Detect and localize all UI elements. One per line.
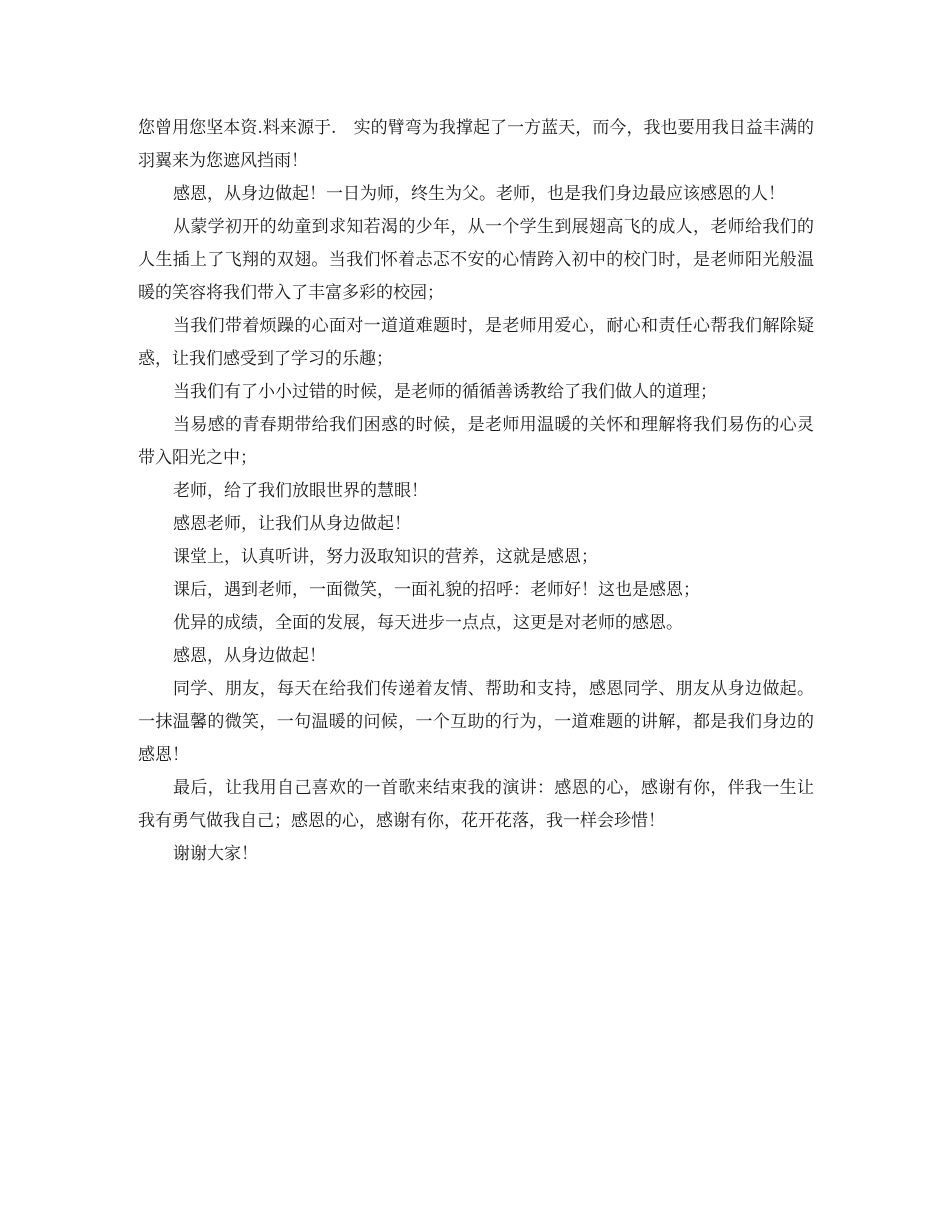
paragraph-4: 当我们带着烦躁的心面对一道道难题时，是老师用爱心，耐心和责任心帮我们解除疑惑，让我们感受到了学习的乐趣；: [138, 316, 814, 369]
paragraph-14: 最后，让我用自己喜欢的一首歌来结束我的演讲：感恩的心，感谢有你，伴我一生让我有勇气做我自己；感恩的心，感谢有你，花开花落，我一样会珍惜！: [138, 778, 814, 831]
paragraph-11: 优异的成绩，全面的发展，每天进步一点点，这更是对老师的感恩。: [173, 613, 683, 633]
paragraph-15: 谢谢大家！: [173, 844, 258, 864]
document-body: [138, 112, 814, 871]
paragraph-13: 同学、朋友，每天在给我们传递着友情、帮助和支持，感恩同学、朋友从身边做起。一抹温馨的微笑，一句温暖的问候，一个互助的行为，一道难题的讲解，都是我们身边的感恩！: [138, 679, 814, 765]
paragraph-9: 课堂上，认真听讲，努力汲取知识的营养，这就是感恩；: [173, 547, 598, 567]
paragraph-12: 感恩，从身边做起！: [173, 646, 326, 666]
paragraph-7: 老师，给了我们放眼世界的慧眼！: [173, 481, 428, 501]
paragraph-10: 课后，遇到老师，一面微笑，一面礼貌的招呼：老师好！这也是感恩；: [173, 580, 700, 600]
paragraph-3: 从蒙学初开的幼童到求知若渴的少年，从一个学生到展翅高飞的成人，老师给我们的人生插上了飞翔的双翅。当我们怀着忐忑不安的心情跨入初中的校门时，是老师阳光般温暖的笑容将我们带入了丰富多彩的校园；: [138, 217, 814, 303]
paragraph-1: 您曾用您坚本资.料来源于. 实的臂弯为我撑起了一方蓝天，而今，我也要用我日益丰满的羽翼来为您遮风挡雨！: [138, 118, 814, 171]
paragraph-5: 当我们有了小小过错的时候，是老师的循循善诱教给了我们做人的道理；: [173, 382, 717, 402]
paragraph-2: 感恩，从身边做起！一日为师，终生为父。老师，也是我们身边最应该感恩的人！: [173, 184, 785, 204]
paragraph-6: 当易感的青春期带给我们困惑的时候，是老师用温暖的关怀和理解将我们易伤的心灵带入阳光之中；: [138, 415, 814, 468]
paragraph-8: 感恩老师，让我们从身边做起！: [173, 514, 411, 534]
